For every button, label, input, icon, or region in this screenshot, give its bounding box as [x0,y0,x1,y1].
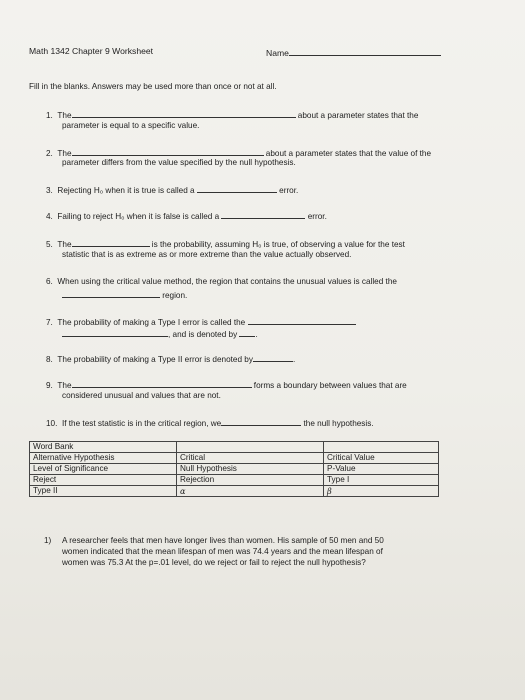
question-8 [46,352,295,365]
word-bank-term: P-Value [324,464,439,475]
question-text: The probability of making a Type II error is denoted by [57,355,253,364]
question-text: The [57,240,72,249]
question-text: . [255,330,258,339]
instructions: Fill in the blanks. Answers may be used more than once or not at all. [29,82,277,91]
word-bank-row [30,475,439,486]
question-number: 3. [46,186,53,195]
question-text: Failing to reject H₀ when it is false is called a [57,212,220,221]
question-7-cont [62,327,258,340]
word-bank-title-spacer [324,442,439,453]
question-number: 8. [46,355,53,364]
answer-blank [72,108,296,118]
word-bank-row [30,453,439,464]
name-label: Name [266,48,289,58]
question-text: If the test statistic is in the critical region, we [61,419,222,428]
word-bank-term: Rejection [177,475,324,486]
question-9-cont: considered unusual and values that are not. [62,391,221,400]
word-bank-term: β [324,486,439,497]
question-number: 9. [46,381,53,390]
word-bank-title: Word Bank [30,442,177,453]
answer-blank [253,352,296,364]
word-bank-term: Critical [177,453,324,464]
problem-number: 1) [44,536,52,545]
word-bank-term: Null Hypothesis [177,464,324,475]
question-text: the null hypothesis. [303,419,374,428]
word-bank-term: Type I [324,475,439,486]
question-text: When using the critical value method, the region that contains the unusual values is called the [57,277,397,286]
question-number: 7. [46,318,53,327]
question-6 [46,276,397,287]
question-text: is the probability, assuming H₀ is true, of observing a value for the test [151,240,405,249]
word-bank-term: Type II [30,486,177,497]
question-3 [46,183,298,196]
problem-line-3: women was 75.3 At the p=.01 level, do we reject or fail to reject the null hypothesis? [62,558,366,567]
question-text: about a parameter states that the [297,111,419,120]
question-5-cont: statistic that is as extreme as or more extreme than the value actually observed. [62,250,352,259]
answer-blank [72,378,252,388]
word-bank-row [30,486,439,497]
word-bank-term: Level of Significance [30,464,177,475]
course-title: Math 1342 Chapter 9 Worksheet [29,46,154,56]
answer-blank [62,288,160,298]
answer-blank [72,237,150,247]
question-text: error. [279,186,299,195]
answer-blank [239,327,258,339]
question-number: 1. [46,111,53,120]
word-bank-row [30,464,439,475]
word-bank-term: α [177,486,324,497]
question-number: 4. [46,212,53,221]
problem-line-2: women indicated that the mean lifespan of men was 74.4 years and the mean lifespan of [62,547,383,556]
answer-blank [197,183,277,193]
word-bank-term: Critical Value [324,453,439,464]
answer-blank [221,416,301,426]
question-text: , and is denoted by [168,330,238,339]
word-bank-term: Reject [30,475,177,486]
word-bank-term: Alternative Hypothesis [30,453,177,464]
answer-blank [72,146,264,156]
word-bank-table [29,441,439,497]
question-number: 6. [46,277,53,286]
question-text: about a parameter states that the value of the [265,149,432,158]
word-bank-title-row [30,442,439,453]
answer-blank [62,327,168,337]
name-blank [289,46,441,56]
question-text: The probability of making a Type I error is called the [57,318,246,327]
question-text: The [57,381,72,390]
question-text: Rejecting H₀ when it is true is called a [57,186,195,195]
question-4 [46,209,327,222]
question-text: The [57,149,72,158]
question-6-cont [62,288,187,301]
question-text: The [57,111,72,120]
question-10 [46,416,374,429]
question-1-cont: parameter is equal to a specific value. [62,121,200,130]
question-2-cont: parameter differs from the value specified by the null hypothesis. [62,158,296,167]
answer-blank [248,315,356,325]
question-number: 10. [46,419,58,428]
word-bank-title-spacer [177,442,324,453]
question-text: . [292,355,296,364]
answer-blank [221,209,305,219]
question-number: 2. [46,149,53,158]
question-text: region. [162,291,188,300]
problem-line-1: A researcher feels that men have longer lives than women. His sample of 50 men and 50 [62,536,384,545]
name-field [266,46,441,59]
question-text: forms a boundary between values that are [253,381,407,390]
question-number: 5. [46,240,53,249]
question-text: error. [307,212,327,221]
